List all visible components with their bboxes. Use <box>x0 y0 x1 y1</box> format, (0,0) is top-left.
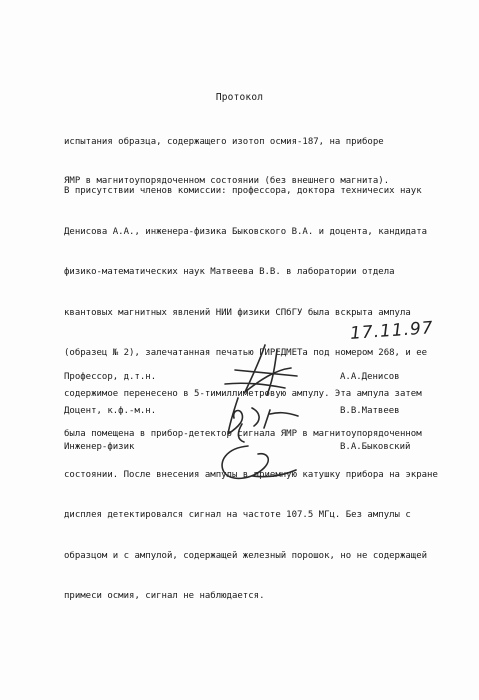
body-line: (образец № 2), залечатанная печатью ГИРЕДМЕТа под номером 268, и ее <box>64 348 428 358</box>
subtitle-line: испытания образца, содержащего изотоп осмия-187, на приборе <box>64 137 384 147</box>
signatory-role: Инженер-физик <box>64 442 135 452</box>
signatory-name: А.А.Денисов <box>340 372 400 382</box>
body-line: физико-математических наук Матвеева В.В. в лаборатории отдела <box>64 267 395 277</box>
document-title: Протокол <box>215 92 264 103</box>
body-line: содержимое перенесено в 5-тимиллиметровую ампулу. Эта ампула затем <box>64 388 422 399</box>
body-line: была помещена в прибор-детектор сигнала ЯМР в магнитоупорядоченном <box>64 429 422 439</box>
signatory-role: Профессор, д.т.н. <box>64 372 157 382</box>
subtitle-line: ЯМР в магнитоупорядоченном состоянии (без внешнего магнита). <box>64 176 390 186</box>
body-line: Денисова А.А., инженера-физика Быковского В.А. и доцента, кандидата <box>64 226 428 237</box>
body-line: квантовых магнитных явлений НИИ физики СПбГУ была вскрыта ампула <box>64 307 411 318</box>
signature-bykovsky <box>212 418 302 486</box>
body-line: дисплея детектировался сигнал на частоте 107.5 МГц. Без ампулы с <box>64 510 411 520</box>
body-line: В присутствии членов комиссии: профессора, доктора техничесих наук <box>64 186 422 196</box>
signatory-name: В.А.Быковский <box>340 442 411 452</box>
body-line: примеси осмия, сигнал не наблюдается. <box>64 591 265 601</box>
handwritten-date: 17.11.97 <box>349 318 435 344</box>
signatory-role: Доцент, к.ф.-м.н. <box>64 406 157 416</box>
body-line: образцом и с ампулой, содержащей железный порошок, но не содержащей <box>64 550 428 561</box>
body-line: состоянии. После внесения ампулы в приемную катушку прибора на экране <box>64 469 438 480</box>
signatory-name: В.В.Матвеев <box>340 406 400 416</box>
